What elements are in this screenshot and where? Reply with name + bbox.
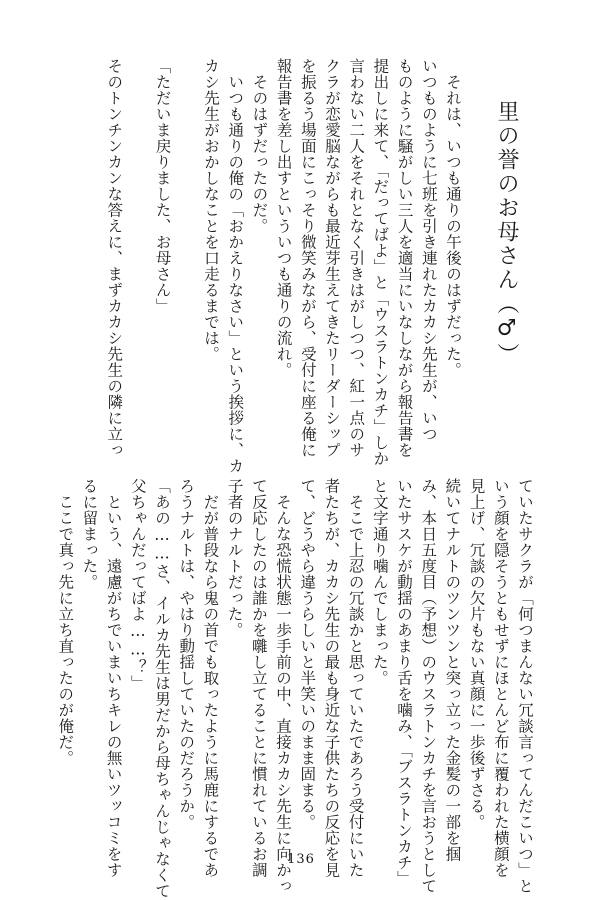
text-column: という、遠慮がちでいまいちキレの無いツッコミをす — [104, 478, 123, 878]
text-column: クラが恋愛脳ながらも最近芽生えてきたリーダーシップ — [323, 58, 341, 458]
text-column: 見上げ、冗談の欠片もない真顔に一歩後ずさる。 — [467, 478, 486, 830]
text-column: いつも通りの俺の「おかえりなさい」という挨拶に、カ — [226, 58, 245, 474]
chapter-title: 里の誉のお母さん（♂） — [494, 100, 519, 367]
text-column: いう顔を隠そうともせずにほとんど布に覆われた横顔を — [491, 478, 510, 878]
text-column: カシ先生がおかしなことを口走るまでは。 — [202, 58, 220, 362]
text-column: 報告書を差し出すといういつも通りの流れ。 — [274, 58, 293, 378]
text-column: 「ただいま戻りました、お母さん」 — [153, 58, 172, 314]
text-column: と文字通り噛んでしまった。 — [370, 478, 389, 686]
text-column: そのトンチンカンな答えに、まずカカシ先生の隣に立っ — [105, 58, 124, 458]
text-column: て、どうやら違うらしいと半笑いのまま固まる。 — [298, 478, 317, 830]
text-column: そのはずだったのだ。 — [250, 58, 269, 234]
text-column: 提出しに来て、「だってばよ」と「ウスラトンカチ」しか — [371, 58, 390, 467]
text-column: 言わない二人をそれとなく引きはがしつつ、紅一点のサ — [347, 58, 366, 458]
text-column: 子者のナルトだった。 — [225, 478, 244, 638]
text-column: ものように騒がしい三人を適当にいなしながら報告書を — [395, 58, 414, 458]
text-column: それは、いつも通りの午後のはずだった。 — [444, 58, 462, 378]
text-column: ろうナルトは、やはり動揺していたのだろうか。 — [177, 478, 196, 830]
text-column: 「あの……さ、イルカ先生は男だから母ちゃんじゃなくて — [153, 478, 171, 899]
text-column: ていたサクラが「何つまんない冗談言ってんだこいつ」と — [516, 478, 534, 894]
text-column: み、本日五度目（予想）のウスラトンカチを言おうとして — [419, 478, 438, 894]
text-column: そんな恐慌状態一歩手前の中、直接カカシ先生に向かっ — [274, 478, 292, 894]
text-column: を振るう場面にこっそり微笑みながら、受付に座る俺に — [298, 58, 317, 458]
text-column: だが普段なら鬼の首でも取ったように馬鹿にするであ — [201, 478, 220, 878]
text-column: 父ちゃんだってばよ……？」 — [128, 478, 147, 691]
text-column: いつものように七班を引き連れたカカシ先生が、いつ — [419, 58, 438, 442]
text-column: るに留まった。 — [80, 478, 99, 590]
text-column: 者たちが、カカシ先生の最も身近な子供たちの反応を見 — [322, 478, 341, 878]
text-column: て反応したのは誰かを囃し立てることに慣れているお調 — [249, 478, 268, 878]
text-column: 続いてナルトのツンツンと突っ立った金髪の一部を掴 — [443, 478, 462, 862]
page-number: 136 — [287, 852, 315, 867]
text-column: ここで真っ先に立ち直ったのが俺だ。 — [56, 478, 75, 766]
text-column: そこで上忍の冗談かと思っていたであろう受付にいた — [346, 478, 365, 878]
text-column: いたサスケが動揺のあまり舌を噛み、「ブスラトンカチ」 — [395, 478, 413, 887]
